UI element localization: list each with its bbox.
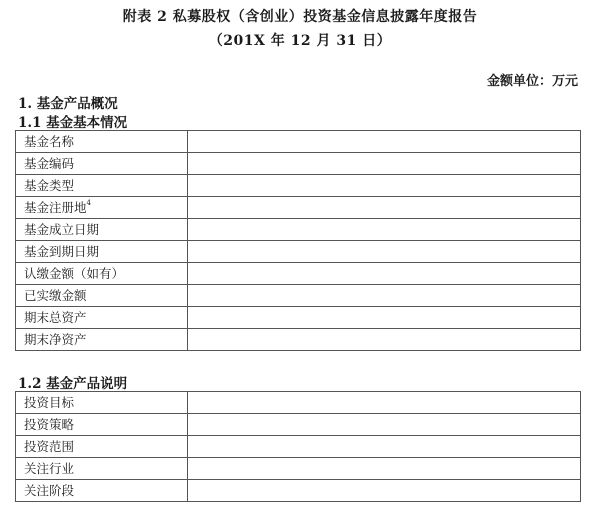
row-label-net-assets: 期末净资产: [16, 329, 188, 351]
row-label-fund-code: 基金编码: [16, 153, 188, 175]
table-row: [16, 219, 581, 241]
product-description-table: [15, 391, 581, 502]
row-value-investment-objective: [188, 392, 581, 414]
row-label-registration-place: [16, 197, 188, 219]
row-value-paid-amount: [188, 285, 581, 307]
section-heading-product-description: 1.2 基金产品说明: [18, 376, 128, 392]
row-label-fund-name: 基金名称: [16, 131, 188, 153]
row-label-paid-amount: 已实缴金额: [16, 285, 188, 307]
table-row: [16, 458, 581, 480]
row-value-establish-date: [188, 219, 581, 241]
table-row: [16, 329, 581, 351]
row-value-focus-stage: [188, 480, 581, 502]
row-label-fund-type: 基金类型: [16, 175, 188, 197]
row-value-subscribed-amount: [188, 263, 581, 285]
row-value-focus-industry: [188, 458, 581, 480]
report-title: 附表 2 私募股权（含创业）投资基金信息披露年度报告: [122, 9, 478, 25]
table-row: [16, 175, 581, 197]
row-value-net-assets: [188, 329, 581, 351]
row-value-maturity-date: [188, 241, 581, 263]
table-row: [16, 241, 581, 263]
row-label-investment-scope: 投资范围: [16, 436, 188, 458]
row-value-total-assets: [188, 307, 581, 329]
basic-info-table: [15, 130, 581, 351]
footnote-marker: 4: [86, 199, 91, 207]
table-row: [16, 436, 581, 458]
table-row: [16, 197, 581, 219]
section-heading-product-overview: 1. 基金产品概况: [18, 96, 118, 112]
report-date: （201X 年 12 月 31 日）: [208, 33, 392, 49]
row-value-fund-code: [188, 153, 581, 175]
row-label-investment-objective: 投资目标: [16, 392, 188, 414]
row-value-investment-strategy: [188, 414, 581, 436]
table-row: [16, 480, 581, 502]
registration-place-text: 基金注册地: [24, 200, 87, 215]
row-label-focus-stage: 关注阶段: [16, 480, 188, 502]
table-row: [16, 153, 581, 175]
row-label-total-assets: 期末总资产: [16, 307, 188, 329]
amount-unit-note: 金额单位：万元: [486, 74, 578, 89]
row-label-maturity-date: 基金到期日期: [16, 241, 188, 263]
table-row: [16, 392, 581, 414]
table-row: [16, 131, 581, 153]
row-value-fund-type: [188, 175, 581, 197]
section-heading-basic-info: 1.1 基金基本情况: [18, 115, 128, 131]
table-row: [16, 285, 581, 307]
row-value-investment-scope: [188, 436, 581, 458]
row-label-focus-industry: 关注行业: [16, 458, 188, 480]
row-label-investment-strategy: 投资策略: [16, 414, 188, 436]
row-label-establish-date: 基金成立日期: [16, 219, 188, 241]
row-value-registration-place: [188, 197, 581, 219]
row-value-fund-name: [188, 131, 581, 153]
table-row: [16, 263, 581, 285]
row-label-subscribed-amount: 认缴金额（如有）: [16, 263, 188, 285]
table-row: [16, 307, 581, 329]
table-row: [16, 414, 581, 436]
